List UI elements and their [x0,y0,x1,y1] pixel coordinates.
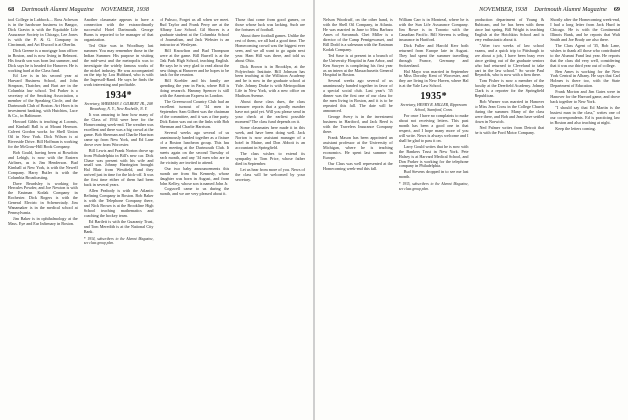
left-page [0,0,313,420]
paragraph: "After two weeks of law school exams, and a quick trip to Pittsburgh to see about a job, I have been busy ever since getting out of the graduate seniors who had returned to Cleveland to take part in the law school." So wrote Paul Reynolds, who is now with a firm there. [474,42,545,78]
paragraph: Dick Fuller and Harold Kerr both returned from Europe late in August. They had spent the summer travelling through France, Germany and Switzerland. [398,42,469,68]
text-column [475,18,545,414]
paragraph: Nelson Woodruff, on the other hand, is with the Shell Oil Company, in Atlanta. He was married in June to Miss Barbara Ames of Savannah. Chet Miller is a director of the Camp Pemigewasset, and Bill Dodd is a salesman with the Eastman Kodak Company. [323,18,393,52]
column-group [323,18,620,414]
text-column [399,18,469,414]
paragraph: Ed Lee is in his second year at Harvard Business School, and John Simpson, Thatcher, and Bart are in the Columbia law school. Ted Parker is a secretary of the Smoking Association, a member of the Speaking Circle, and the Dartmouth Club of Boston. Art Horn is in investment banking, with Hutchins, Luce & Co., in Baltimore. [8,73,78,119]
paragraph: Tom Fisher is now a member of the faculty at the Deerfield Academy. Johnny Clark is a reporter for the Springfield Republican. [474,78,545,99]
paragraph: Jim Baker is in ophthalmology at the Mass. Eye and Ear Infirmary in Boston. [8,216,78,227]
paragraph: The class wishes to extend its sympathy to Tom Price, whose father died in September. [235,150,305,166]
page-header [8,6,305,16]
paragraph: Keep the letters coming. [555,126,596,132]
text-column [84,18,154,414]
magazine-title: Dartmouth Alumni Magazine [534,6,607,13]
class-heading [399,91,469,113]
paragraph: Our Class was well represented at the Homecoming week-end this fall. [323,160,393,171]
class-heading [84,90,154,112]
paragraph: It was amazing to hear how many of the Class of 1934 were here for the Homecoming week-end. The weather was excellent and there was a big crowd at the game. Bob Sherman and Charlie Harrison came up from New York, and Ed Lane drove over from Worcester. [83,111,154,147]
text-column [323,18,393,414]
paragraph: Cogswell came to us during the month, and we are very pleased about it. [159,186,230,197]
paragraph: The Greenwood Country Club had an excellent turnout of '34 men in September. Sam Gilbert was the chairman of the committee, and it was a fine party. Dick Eaton was out on the links with Bob Sherman and Charlie Harrison. [159,99,230,130]
paragraph: Allen Peabody is with the Atlantic Refining Company in Boston. Bob Baker is with the Telephone Company there, and Nick Brown is at the Brookline High School teaching mathematics and coaching the hockey team. [83,188,154,218]
page-number: 69 [613,6,620,13]
paragraph: Several weeks ago several of us unanimously banded together as a fixture of a Boston luncheon group. This has been meeting at the Dartmouth Club. It meets again on the second Tuesday of each month, and any '34 men who are in the vicinity are invited to attend. [159,129,230,165]
paragraph: Ed Bartlett is with the Guaranty Trust, and Tom Meredith is at the National City Bank. [83,218,154,234]
paragraph: Bob Warner was married in Hanover to Miss Jean Cross in the College Church during the summer. Many of the class were there, and Bob and Jean have settled down in Norwich. [474,99,545,125]
text-column [160,18,230,414]
paragraph: Frank Mason has been appointed an assistant professor at the University of Michigan, where he is teaching economics. He spent last summer in Europe. [323,134,393,160]
paragraph: George Avery is in the investment business in Hartford, and Jack Reed is with the Travelers Insurance Company there. [323,114,393,134]
paragraph: Dick Brown is in Brooklyn, at the Polytechnic Institute. Bill Johnson has been teaching at the Williston Academy and he is now in the graduate school at Yale. Johnny Drake is with Metropolitan Life in New York, with a new office on Madison Avenue. [235,63,305,99]
paragraph: Ben Ames is working for the New York Central in Albany. He says that Carl Holmes is there too, with the State Department of Education. [550,68,620,89]
paragraph: Dave Beardsley is working for Hercules Powder, and Joe Newton is with the Eastman Kodak Company in Rochester. Dick Rogers is with the General Electric in Schenectady. Jim Wanamaker is in the medical school at Pennsylvania. [8,180,78,216]
page-number: 68 [8,6,15,13]
text-column [235,18,305,414]
paragraph: Dick Greene is a mortgage loan officer in Boston, and is now living in Belmont. His fourth son was born last summer, and Dick says he is headed for Hanover. He is working hard at the Class fund. [8,47,78,73]
paragraph: Ted Saxe is at present in a branch of the University Hospital in Ann Arbor, and Ken Sawyer is completing his first year as an intern at the Massachusetts General Hospital in Boston. [323,52,393,78]
paragraph: of Pubsco, Forget us all when we meet. Bud Taylor and Frank Perry are at the Albany Law School. Gil Shores is a graduate student at the Columbia School of Journalism, and Jack Webster is an instructor at Wesleyan. [159,18,230,47]
text-column [550,18,620,414]
paragraph: Bob Gould, having been at Bowdoin and Lehigh, is now with the Eastern Airlines, as is Jim Henderson. Bud Kimball at New York, is with the Newell Company. Harry Butler is with the Columbia Broadcasting. [8,149,78,180]
issue-date: NOVEMBER, 1938 [479,6,528,13]
paragraph: Shortly after the Homecoming week-end, I had a long letter from Jack Hurd in Chicago. He is with the Continental Illinois Bank, and he reports that Walt Smith and Joe Brady are also there. [550,18,620,42]
paragraph: Larry Gould writes that he is now with the Bankers Trust in New York. Pete Halsey is at Harvard Medical School, and Don Parker is working for the telephone company in Philadelphia. [398,143,469,169]
paragraph: Frank Morton and Jim Gates were in Hanover for the Harvard game, and drove back together to New York. [550,89,620,105]
paragraph: For once I have no complaints to make about not receiving letters. This past month has been a good one in that respect, and I hope many more of you will write. News is always welcome and I shall be glad to pass it on. [398,112,469,143]
paragraph: Bill Lewis and Frank Norton drove up from Philadelphia in Bill's new car. Dick Chase was present with his wife and small son. Johnny Harrington brought Hal Blair from Westfield, and they arrived just in time for the kick-off. It was the first time either of them had been back in several years. [83,147,154,188]
issue-date: NOVEMBER, 1938 [100,6,149,13]
footnote: * 1934, subscribers to the Alumni Magazine, see class group plan. [83,236,154,246]
paragraph: Bill Koehler and his family are spending the year in Paris, where Bill is doing research. Hammy Spencer is still with the American Express in London. [159,78,230,99]
paragraph: Another classmate appears to have a connection with the extraordinarily successful Hotel Dartmouth. George Burns is reported to be manager of that organization. [83,18,154,42]
paragraph: Bill Knowlton and Bud Thompson were at the game. Bill Burrell is at the Oak Park High School, teaching English. He says he is very glad to read about the new things at Hanover and he hopes to be back for the reunion. [159,47,230,78]
paragraph: Those that come from good games, or those whose luck was lacking. Such are the fortunes of football. [235,18,305,32]
paragraph: Ted Okie was in Woodbury last summer. You may remember those in the Indian Summer. His purpose in visiting the mid-west and the metropolis was to investigate the widely famous works of the nickel industry. He was accompanied on the trip by Lou Hubbard, who is with the Ingersoll-Rand. He says he finds the work interesting and profitable. [83,42,154,88]
class-year: 1935* [420,91,447,103]
paragraph: Our two baby announcements this month are from Stu Kennedy, whose daughter was born in August, and from John Kelley, whose son is named John Jr. [159,165,230,186]
footnote: * 1935, subscribers to the Alumni Magazine, see class group plan. [398,182,469,191]
paragraph: Howard Gibbs is teaching at Loomis, and Kimball Ball is at Mount Hermon. Calvert Gordon works for Shell Union Oil in New York. Dick Wilson is at Riverside Drive. Bill Hoffman is working for the McGraw-Hill Book Company. [8,119,78,149]
paragraph: Hal Mayo was married in September to Miss Dorothy Kent of Worcester, and they are living in New Haven, where Hal is at the Yale Law School. [398,68,469,89]
paragraph: The Class Agent of '35, Bob Lane, wishes to thank all those who contributed to the Alumni Fund last year. He reports that the class did very well, considering that it was our third year out of college. [550,42,620,68]
paragraph: "I should say that Ed Martin is the busiest man in the class," writes one of our correspondents. Ed is practicing law in Boston and also teaching at night. [550,105,620,126]
right-page [315,0,628,420]
class-secretary: Secretary, HENRY R. MILLER, Rippowam School, Stamford, Conn. [400,103,467,113]
paragraph: Several weeks ago several of us unanimously banded together in favor of a special social club. Last year's '35 dinner was the first one of our class for the men living in Boston, and it is to be repeated this fall. The date will be announced. [323,78,393,114]
class-secretary: Secretary, SHERMAN J. GILBERT JR., 208 Broadway, N. Y., New Rochelle, N. Y. [84,102,153,112]
paragraph: William Carr is in Montreal, where he is with the Sun Life Assurance Company. Jim Rowe is in Toronto with the Canadian Pacific. Bill Stevens is selling insurance in Hartford. [398,18,469,42]
page-header [323,6,620,16]
paragraph: Some classmates here made it in this week, and have been doing well. Jack Norton is now assistant manager of a hotel in Maine, and Don Abbott is an accountant in Springfield. [235,125,305,150]
paragraph: Bud Stevens dropped in to see me last month. [398,169,469,180]
paragraph: tool College in Lubbock.... Ross Acheson is in the hardware business in Bangor, Dick Gravin is with the Equitable Life Assurance Society in Chicago, Lee Jones is with the P. & G. Company in Cincinnati, and Art Elwood is at Oberlin. [8,18,78,47]
paragraph: Let us hear from more of you. News of the class will be welcomed by your secretary. [235,166,305,182]
class-year: 1934* [105,90,132,102]
column-group [8,18,305,414]
paragraph: About those class dues, the class treasurer reports that a goodly number have not paid yet. Will you please send in your check at the earliest possible moment? The class fund depends on it. [235,99,305,125]
magazine-title: Dartmouth Alumni Magazine [21,6,94,13]
paragraph: Ned Palmer writes from Detroit that he is with the Ford Motor Company. [474,125,545,135]
paragraph: production department of Young & Rubicam, and he has been with them since last spring. Bill Wright is teaching English at the Hotchkiss School and is very enthusiastic about it. [474,18,545,42]
paragraph: About three football games. Unlike the rest of them, we all had a good time. The Homecoming crowd was the biggest ever seen, and we all want to go again next year. Ham Hill was there, and told us about Ohio. [235,32,305,63]
text-column [8,18,78,414]
